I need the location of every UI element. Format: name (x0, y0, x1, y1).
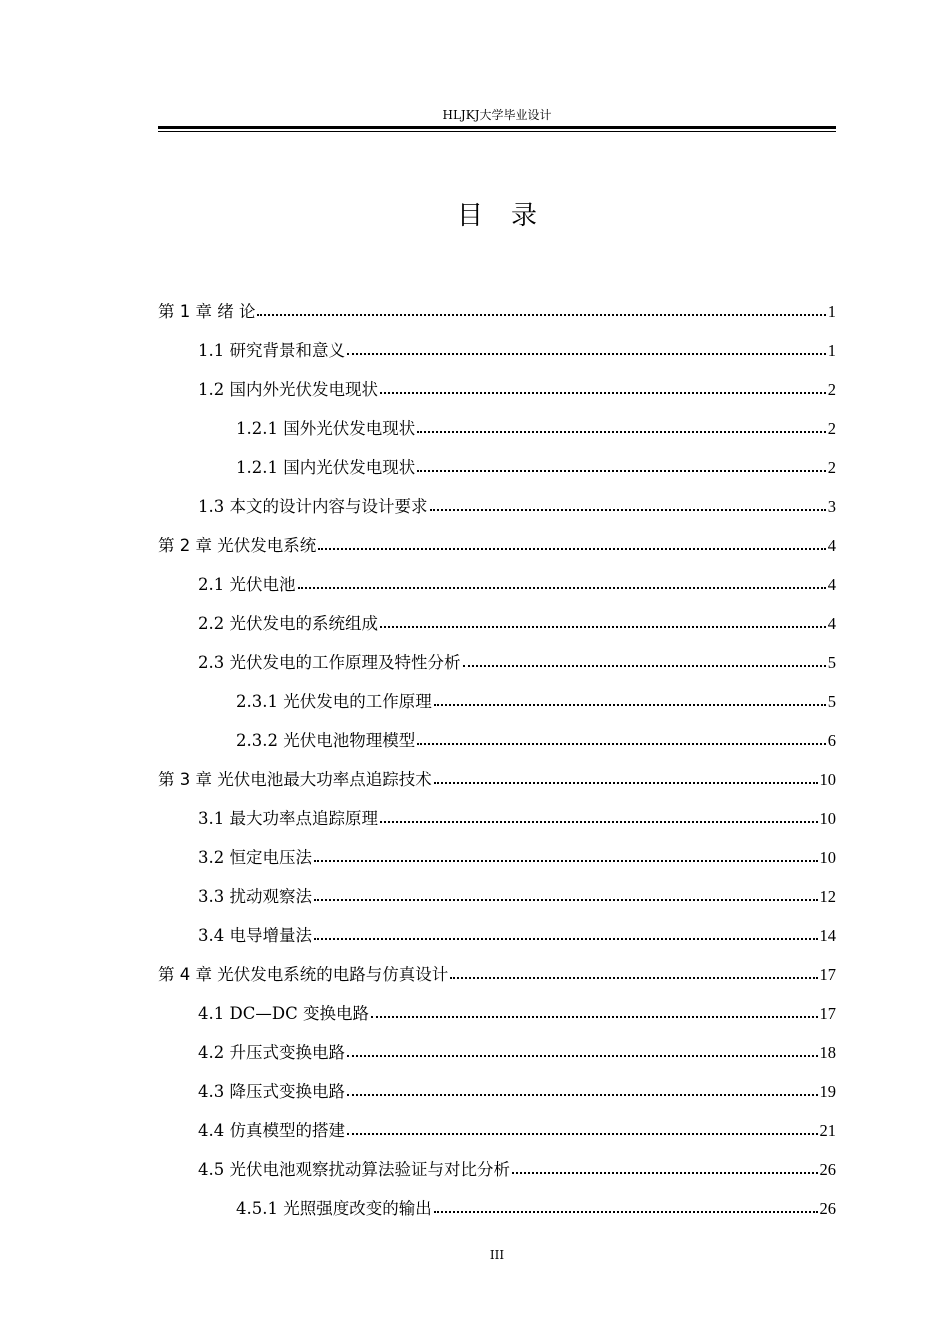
toc-dot-leader (417, 742, 826, 745)
toc-entry-label: 2.1 光伏电池 (198, 575, 296, 594)
toc-entry[interactable] (158, 370, 836, 409)
toc-dot-leader (380, 391, 826, 394)
toc-entry[interactable] (158, 1150, 836, 1189)
toc-entry[interactable] (158, 721, 836, 760)
toc-entry[interactable] (158, 643, 836, 682)
toc-dot-leader (298, 586, 826, 589)
toc-entry-label: 4.2 升压式变换电路 (198, 1043, 345, 1062)
toc-entry[interactable] (158, 448, 836, 487)
toc-entry-label: 1.2 国内外光伏发电现状 (198, 380, 378, 399)
toc-entry-label: 4.3 降压式变换电路 (198, 1082, 345, 1101)
toc-entry[interactable] (158, 760, 836, 799)
toc-entry-page: 1 (827, 341, 836, 360)
toc-entry-page: 12 (819, 887, 836, 906)
toc-dot-leader (512, 1171, 818, 1174)
toc-dot-leader (463, 664, 826, 667)
toc-dot-leader (434, 1210, 818, 1213)
toc-entry[interactable] (158, 955, 836, 994)
toc-entry-page: 10 (819, 848, 836, 867)
toc-entry-page: 17 (819, 1004, 836, 1023)
toc-dot-leader (434, 703, 826, 706)
toc-entry-label: 第 3 章 光伏电池最大功率点追踪技术 (158, 770, 432, 789)
toc-entry-label: 2.2 光伏发电的系统组成 (198, 614, 378, 633)
header-rule-thin (158, 131, 836, 132)
toc-entry-page: 5 (827, 653, 836, 672)
toc-entry-page: 10 (819, 770, 836, 789)
toc-entry[interactable] (158, 877, 836, 916)
toc-entry-label: 1.2.1 国外光伏发电现状 (236, 419, 416, 438)
toc-entry[interactable] (158, 1189, 836, 1228)
toc-entry-label: 4.5.1 光照强度改变的输出 (236, 1199, 432, 1218)
toc-dot-leader (257, 313, 825, 316)
toc-entry-label: 1.3 本文的设计内容与设计要求 (198, 497, 428, 516)
toc-dot-leader (417, 430, 826, 433)
toc-entry-page: 4 (827, 614, 836, 633)
table-of-contents (158, 292, 836, 1228)
toc-entry-label: 第 1 章 绪 论 (158, 302, 256, 321)
toc-entry-page: 18 (819, 1043, 836, 1062)
toc-entry-label: 2.3.2 光伏电池物理模型 (236, 731, 416, 750)
toc-entry-label: 3.4 电导增量法 (198, 926, 312, 945)
toc-entry-page: 26 (819, 1160, 836, 1179)
toc-dot-leader (417, 469, 826, 472)
toc-entry-label: 4.5 光伏电池观察扰动算法验证与对比分析 (198, 1160, 510, 1179)
toc-entry[interactable] (158, 916, 836, 955)
toc-entry[interactable] (158, 1111, 836, 1150)
toc-entry-label: 1.1 研究背景和意义 (198, 341, 345, 360)
toc-dot-leader (430, 508, 826, 511)
toc-dot-leader (380, 820, 818, 823)
toc-entry-label: 第 4 章 光伏发电系统的电路与仿真设计 (158, 965, 449, 984)
toc-dot-leader (371, 1015, 818, 1018)
toc-dot-leader (314, 898, 818, 901)
page-number: III (489, 1248, 505, 1262)
toc-dot-leader (450, 976, 817, 979)
toc-entry-label: 2.3 光伏发电的工作原理及特性分析 (198, 653, 461, 672)
toc-entry-label: 3.1 最大功率点追踪原理 (198, 809, 378, 828)
toc-entry-page: 2 (827, 380, 836, 399)
toc-dot-leader (434, 781, 818, 784)
toc-entry[interactable] (158, 604, 836, 643)
page-title: 目录 (456, 201, 565, 231)
toc-entry-label: 3.3 扰动观察法 (198, 887, 312, 906)
toc-entry-page: 4 (827, 575, 836, 594)
toc-dot-leader (380, 625, 826, 628)
toc-entry[interactable] (158, 1072, 836, 1111)
toc-entry-page: 26 (819, 1199, 836, 1218)
toc-entry[interactable] (158, 487, 836, 526)
toc-entry[interactable] (158, 682, 836, 721)
toc-entry-page: 1 (827, 302, 836, 321)
toc-entry-page: 3 (827, 497, 836, 516)
toc-entry-page: 4 (827, 536, 836, 555)
toc-dot-leader (347, 1093, 818, 1096)
toc-entry[interactable] (158, 565, 836, 604)
toc-entry-label: 3.2 恒定电压法 (198, 848, 312, 867)
toc-entry-label: 2.3.1 光伏发电的工作原理 (236, 692, 432, 711)
toc-entry-page: 14 (819, 926, 836, 945)
toc-dot-leader (318, 547, 826, 550)
toc-entry-label: 第 2 章 光伏发电系统 (158, 536, 317, 555)
toc-entry[interactable] (158, 409, 836, 448)
toc-entry[interactable] (158, 331, 836, 370)
header-rule-thick (158, 126, 836, 129)
toc-entry-page: 10 (819, 809, 836, 828)
toc-entry-label: 4.1 DC—DC 变换电路 (198, 1004, 369, 1023)
toc-dot-leader (347, 1132, 818, 1135)
toc-entry[interactable] (158, 838, 836, 877)
toc-entry-page: 6 (827, 731, 836, 750)
toc-entry-page: 5 (827, 692, 836, 711)
toc-entry[interactable] (158, 1033, 836, 1072)
toc-entry[interactable] (158, 526, 836, 565)
running-header: HLJKJ大学毕业设计 (442, 108, 552, 122)
toc-entry-label: 4.4 仿真模型的搭建 (198, 1121, 345, 1140)
toc-entry[interactable] (158, 994, 836, 1033)
toc-entry-page: 2 (827, 419, 836, 438)
toc-dot-leader (314, 937, 818, 940)
toc-dot-leader (347, 1054, 818, 1057)
toc-entry-page: 19 (819, 1082, 836, 1101)
toc-entry-page: 2 (827, 458, 836, 477)
toc-dot-leader (347, 352, 826, 355)
toc-entry[interactable] (158, 799, 836, 838)
toc-entry-label: 1.2.1 国内光伏发电现状 (236, 458, 416, 477)
toc-entry-page: 17 (819, 965, 836, 984)
toc-entry-page: 21 (819, 1121, 836, 1140)
toc-entry[interactable] (158, 292, 836, 331)
toc-dot-leader (314, 859, 818, 862)
